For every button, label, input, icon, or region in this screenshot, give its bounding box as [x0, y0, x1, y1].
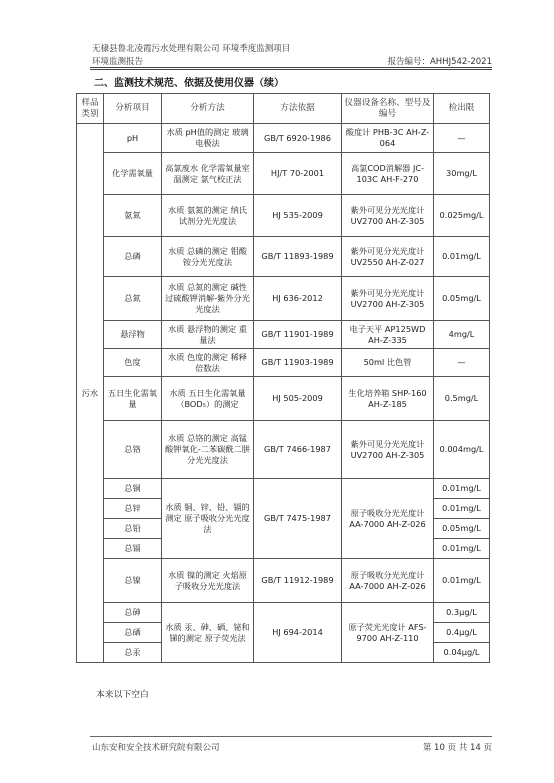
- instrument-cell: 原子荧光光度计 AFS-9700 AH-Z-110: [342, 603, 434, 663]
- limit-cell: —: [434, 124, 490, 153]
- basis-cell: GB/T 11901-1989: [254, 321, 342, 349]
- sample-category-cell: 污水: [77, 124, 104, 663]
- method-cell: 高氯废水 化学需氧量室温测定 氯气校正法: [162, 153, 254, 195]
- item-cell: 总硒: [104, 623, 162, 643]
- method-cell: 水质 汞、砷、硒、铋和锑的测定 原子荧光法: [162, 603, 254, 663]
- instrument-cell: 高氯COD消解器 JC-103C AH-F-270: [342, 153, 434, 195]
- instrument-cell: 原子吸收分光光度计 AA-7000 AH-Z-026: [342, 559, 434, 603]
- basis-cell: HJ 694-2014: [254, 603, 342, 663]
- item-cell: 总锌: [104, 499, 162, 519]
- item-cell: 总镉: [104, 539, 162, 559]
- basis-cell: HJ 505-2009: [254, 377, 342, 421]
- report-number: 报告编号：AHHJ542-2021: [387, 57, 492, 67]
- table-row: [77, 277, 490, 321]
- limit-cell: 0.05mg/L: [434, 277, 490, 321]
- instrument-cell: 酸度计 PHB-3C AH-Z-064: [342, 124, 434, 153]
- table-row: [77, 421, 490, 479]
- basis-cell: HJ 636-2012: [254, 277, 342, 321]
- table-row: [77, 321, 490, 349]
- item-cell: 总氮: [104, 277, 162, 321]
- method-cell: 水质 氨氮的测定 纳氏试剂分光光度法: [162, 195, 254, 237]
- item-cell: 化学需氧量: [104, 153, 162, 195]
- table-row: [77, 124, 490, 153]
- item-cell: 总铬: [104, 421, 162, 479]
- limit-cell: 0.04μg/L: [434, 643, 490, 663]
- header-method-basis: 方法依据: [254, 94, 342, 124]
- basis-cell: HJ/T 70-2001: [254, 153, 342, 195]
- item-cell: 总磷: [104, 237, 162, 277]
- item-cell: 总铜: [104, 479, 162, 499]
- instrument-cell: 紫外可见分光光度计 UV2700 AH-Z-305: [342, 421, 434, 479]
- method-cell: 水质 pH值的测定 玻璃电极法: [162, 124, 254, 153]
- instrument-cell: 电子天平 AP125WD AH-Z-335: [342, 321, 434, 349]
- table-row: [77, 195, 490, 237]
- limit-cell: 0.01mg/L: [434, 559, 490, 603]
- instrument-cell: 50ml 比色管: [342, 349, 434, 377]
- limit-cell: 0.01mg/L: [434, 499, 490, 519]
- method-cell: 水质 总磷的测定 钼酸铵分光光度法: [162, 237, 254, 277]
- limit-cell: —: [434, 349, 490, 377]
- item-cell: 悬浮物: [104, 321, 162, 349]
- item-cell: pH: [104, 124, 162, 153]
- item-cell: 总铅: [104, 519, 162, 539]
- item-cell: 总镍: [104, 559, 162, 603]
- method-cell: 水质 镍的测定 火焰原子吸收分光光度法: [162, 559, 254, 603]
- table-row: [77, 349, 490, 377]
- method-cell: 水质 五日生化需氧量（BOD₅）的测定: [162, 377, 254, 421]
- footer-company: 山东安和安全技术研究院有限公司: [92, 743, 220, 753]
- header-rule: [90, 67, 492, 68]
- header-project-line: 无棣县鲁北凌霞污水处理有限公司 环境季度监测项目: [92, 44, 291, 54]
- methods-table: [76, 93, 490, 663]
- table-row: [77, 153, 490, 195]
- header-detection-limit: 检出限: [434, 94, 490, 124]
- method-cell: 水质 总铬的测定 高锰酸钾氧化-二苯碳酰二肼分光光度法: [162, 421, 254, 479]
- limit-cell: 0.01mg/L: [434, 237, 490, 277]
- limit-cell: 0.05mg/L: [434, 519, 490, 539]
- basis-cell: GB/T 7466-1987: [254, 421, 342, 479]
- header-instrument: 仪器设备名称、型号及编号: [342, 94, 434, 124]
- limit-cell: 4mg/L: [434, 321, 490, 349]
- table-row: [77, 603, 490, 623]
- item-cell: 五日生化需氧量: [104, 377, 162, 421]
- limit-cell: 0.4μg/L: [434, 623, 490, 643]
- limit-cell: 0.01mg/L: [434, 539, 490, 559]
- instrument-cell: 紫外可见分光光度计 UV2550 AH-Z-027: [342, 237, 434, 277]
- section-title: 二、监测技术规范、依据及使用仪器（续）: [94, 78, 284, 89]
- table-header-row: [77, 94, 490, 124]
- method-cell: 水质 悬浮物的测定 重量法: [162, 321, 254, 349]
- header-rule-double: [90, 69, 492, 70]
- limit-cell: 0.01mg/L: [434, 479, 490, 499]
- basis-cell: HJ 535-2009: [254, 195, 342, 237]
- basis-cell: GB/T 11912-1989: [254, 559, 342, 603]
- table-row: [77, 237, 490, 277]
- footer-rule: [90, 736, 492, 737]
- item-cell: 色度: [104, 349, 162, 377]
- basis-cell: GB/T 7475-1987: [254, 479, 342, 559]
- method-cell: 水质 铜、锌、铅、镉的测定 原子吸收分光光度法: [162, 479, 254, 559]
- instrument-cell: 原子吸收分光光度计 AA-7000 AH-Z-026: [342, 479, 434, 559]
- page-number: 第 10 页 共 14 页: [422, 743, 492, 753]
- table-row: [77, 377, 490, 421]
- basis-cell: GB/T 11893-1989: [254, 237, 342, 277]
- limit-cell: 0.3μg/L: [434, 603, 490, 623]
- table-row: [77, 479, 490, 499]
- header-analysis-method: 分析方法: [162, 94, 254, 124]
- instrument-cell: 紫外可见分光光度计 UV2700 AH-Z-305: [342, 195, 434, 237]
- item-cell: 总汞: [104, 643, 162, 663]
- header-report-title: 环境监测报告: [92, 57, 144, 67]
- method-cell: 水质 总氮的测定 碱性过硫酸钾消解-紫外分光光度法: [162, 277, 254, 321]
- table-row: [77, 559, 490, 603]
- item-cell: 总砷: [104, 603, 162, 623]
- limit-cell: 0.004mg/L: [434, 421, 490, 479]
- basis-cell: GB/T 6920-1986: [254, 124, 342, 153]
- header-sample-category: 样品类别: [77, 94, 104, 124]
- method-cell: 水质 色度的测定 稀释倍数法: [162, 349, 254, 377]
- header-analysis-item: 分析项目: [104, 94, 162, 124]
- instrument-cell: 生化培养箱 SHP-160 AH-Z-185: [342, 377, 434, 421]
- blank-below-note: 本来以下空白: [96, 690, 149, 700]
- instrument-cell: 紫外可见分光光度计 UV2700 AH-Z-305: [342, 277, 434, 321]
- limit-cell: 0.025mg/L: [434, 195, 490, 237]
- item-cell: 氨氮: [104, 195, 162, 237]
- limit-cell: 30mg/L: [434, 153, 490, 195]
- limit-cell: 0.5mg/L: [434, 377, 490, 421]
- basis-cell: GB/T 11903-1989: [254, 349, 342, 377]
